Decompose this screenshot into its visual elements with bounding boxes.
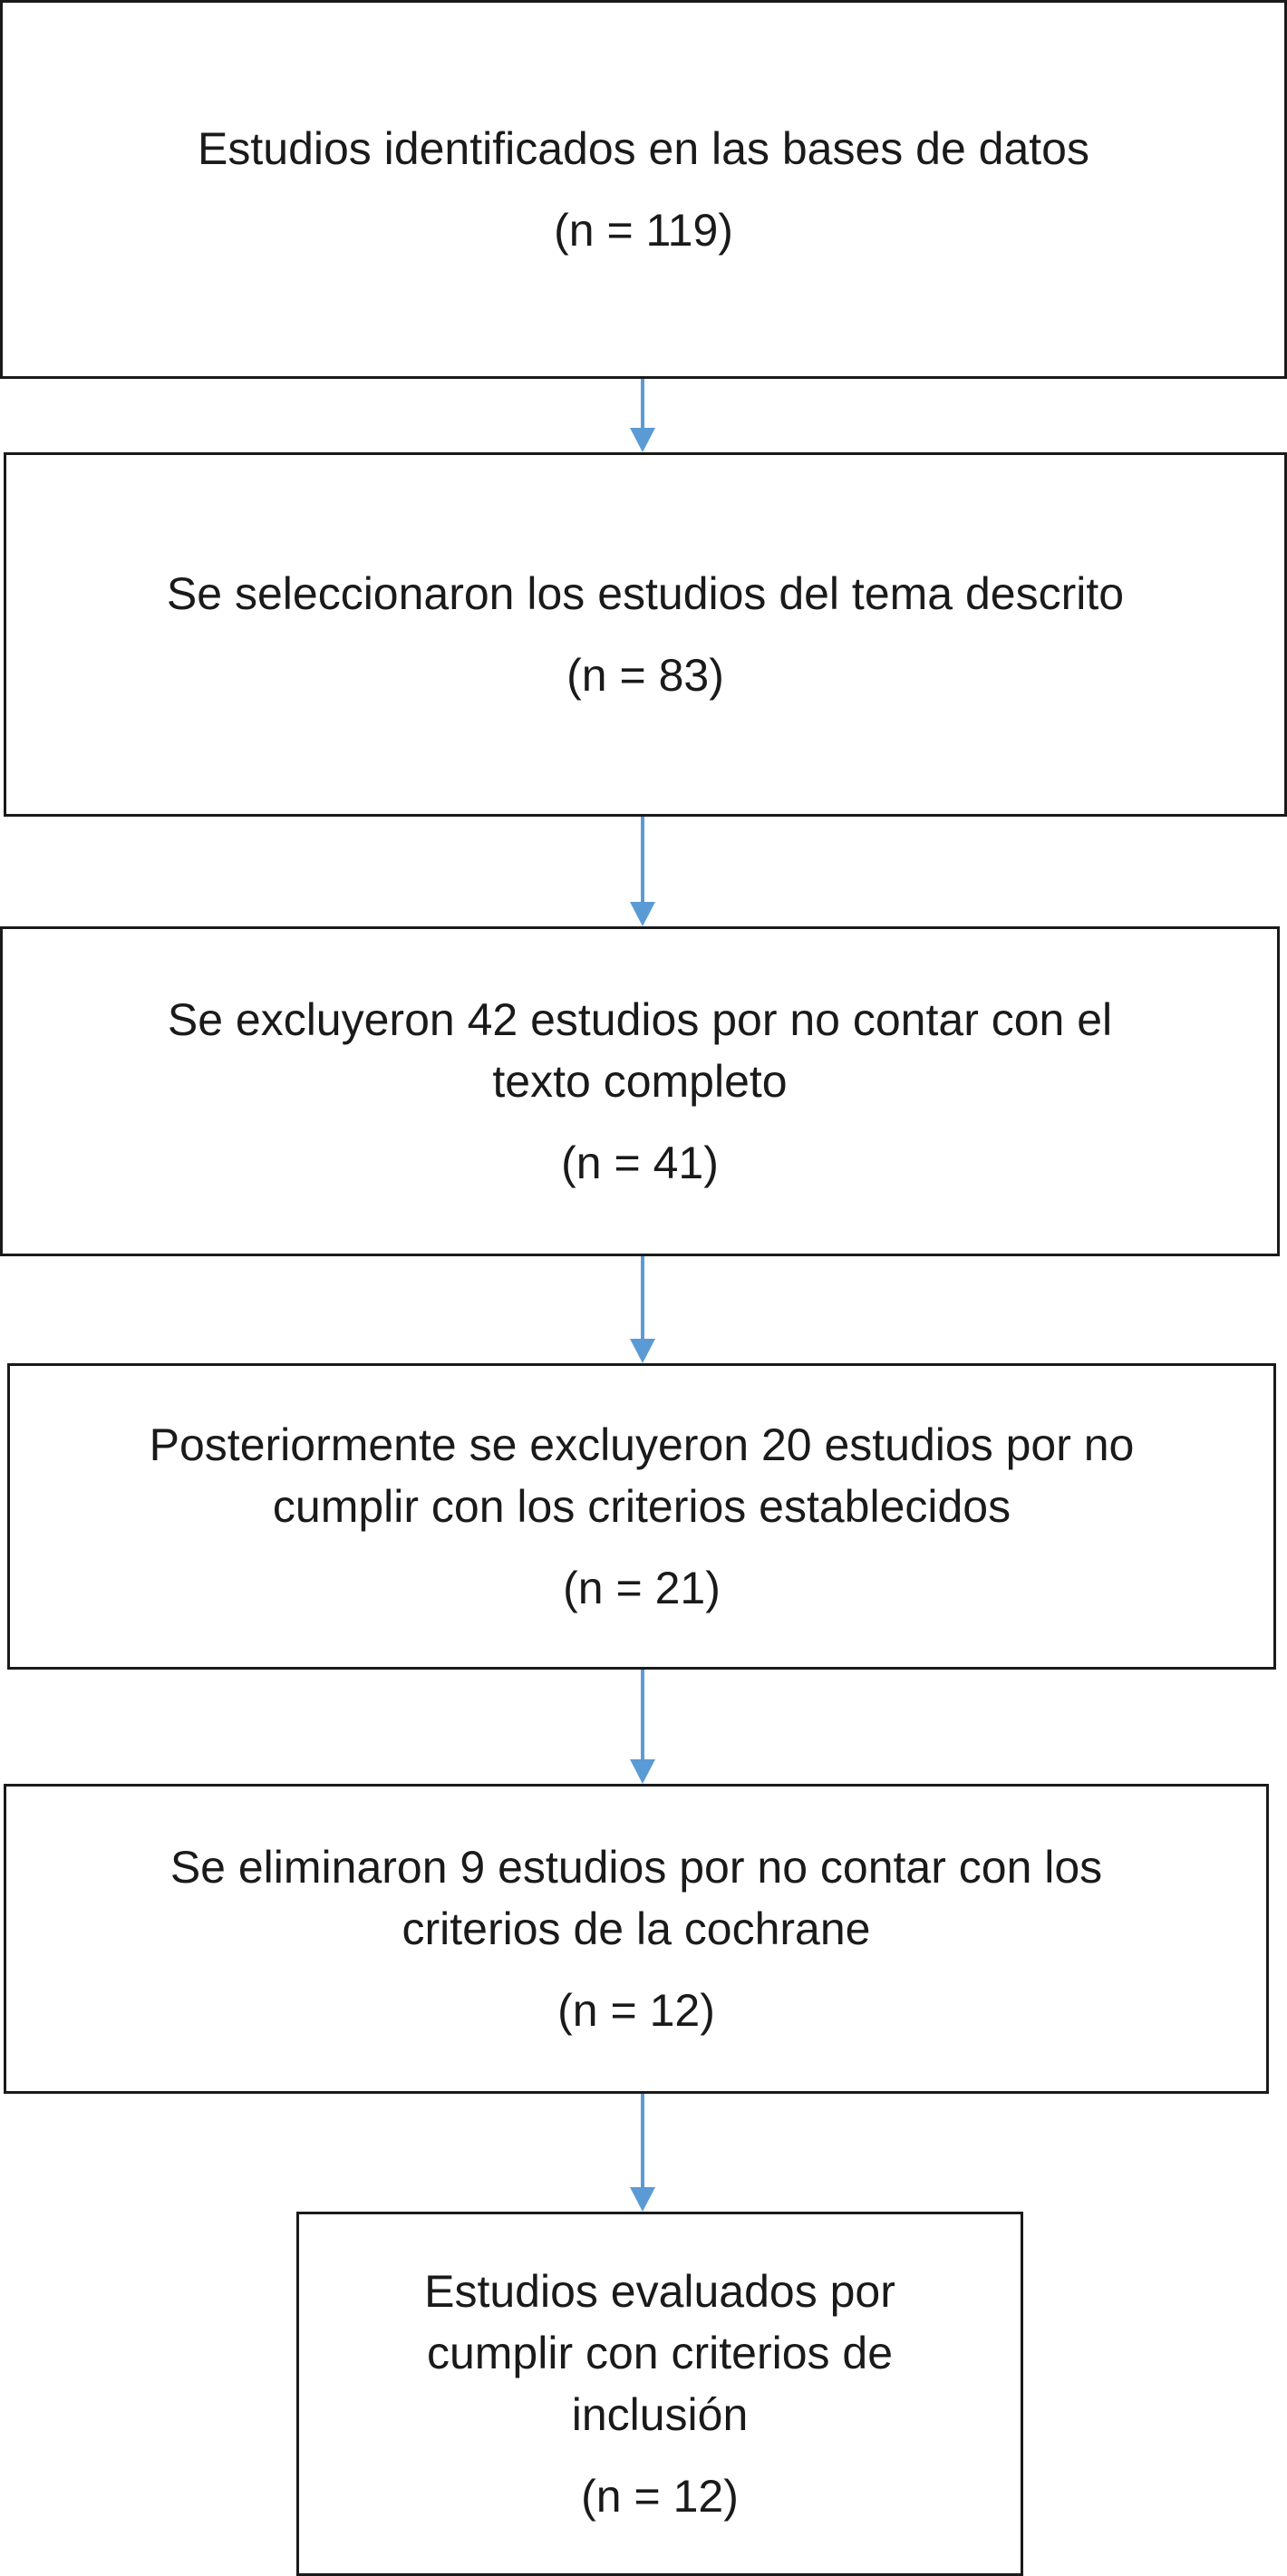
step-text: Se eliminaron 9 estudios por no contar con los xyxy=(169,1842,1103,1893)
step-box-evaluated xyxy=(296,2212,1023,2576)
arrow-2 xyxy=(630,817,655,926)
step-count: (n = 21) xyxy=(563,1563,721,1613)
step-count: (n = 83) xyxy=(566,650,724,701)
step-text: texto completo xyxy=(492,1056,788,1107)
step-text: Posteriormente se excluyeron 20 estudios por no xyxy=(149,1419,1135,1470)
step-count: (n = 119) xyxy=(554,205,733,256)
step-text: Estudios identificados en las bases de datos xyxy=(198,123,1089,174)
arrow-1 xyxy=(630,379,655,452)
step-text: cumplir con los criterios establecidos xyxy=(272,1481,1011,1532)
step-text: Se seleccionaron los estudios del tema descrito xyxy=(166,568,1125,619)
step-count: (n = 12) xyxy=(557,1985,715,2036)
step-text: Se excluyeron 42 estudios por no contar con el xyxy=(167,994,1113,1045)
step-box-full-text-excluded xyxy=(0,926,1280,1256)
arrow-4 xyxy=(630,1670,655,1784)
step-text: Estudios evaluados por xyxy=(424,2266,895,2317)
step-text: criterios de la cochrane xyxy=(402,1903,871,1954)
step-text: cumplir con criterios de xyxy=(426,2328,894,2378)
step-text: inclusión xyxy=(571,2389,749,2440)
step-box-cochrane-eliminated xyxy=(4,1784,1269,2094)
step-count: (n = 41) xyxy=(561,1138,719,1188)
step-count: (n = 12) xyxy=(581,2471,739,2522)
step-box-identified xyxy=(0,0,1287,379)
arrow-3 xyxy=(630,1256,655,1363)
step-box-criteria-excluded xyxy=(7,1363,1276,1670)
step-box-selected xyxy=(4,452,1287,817)
arrow-5 xyxy=(630,2094,655,2212)
